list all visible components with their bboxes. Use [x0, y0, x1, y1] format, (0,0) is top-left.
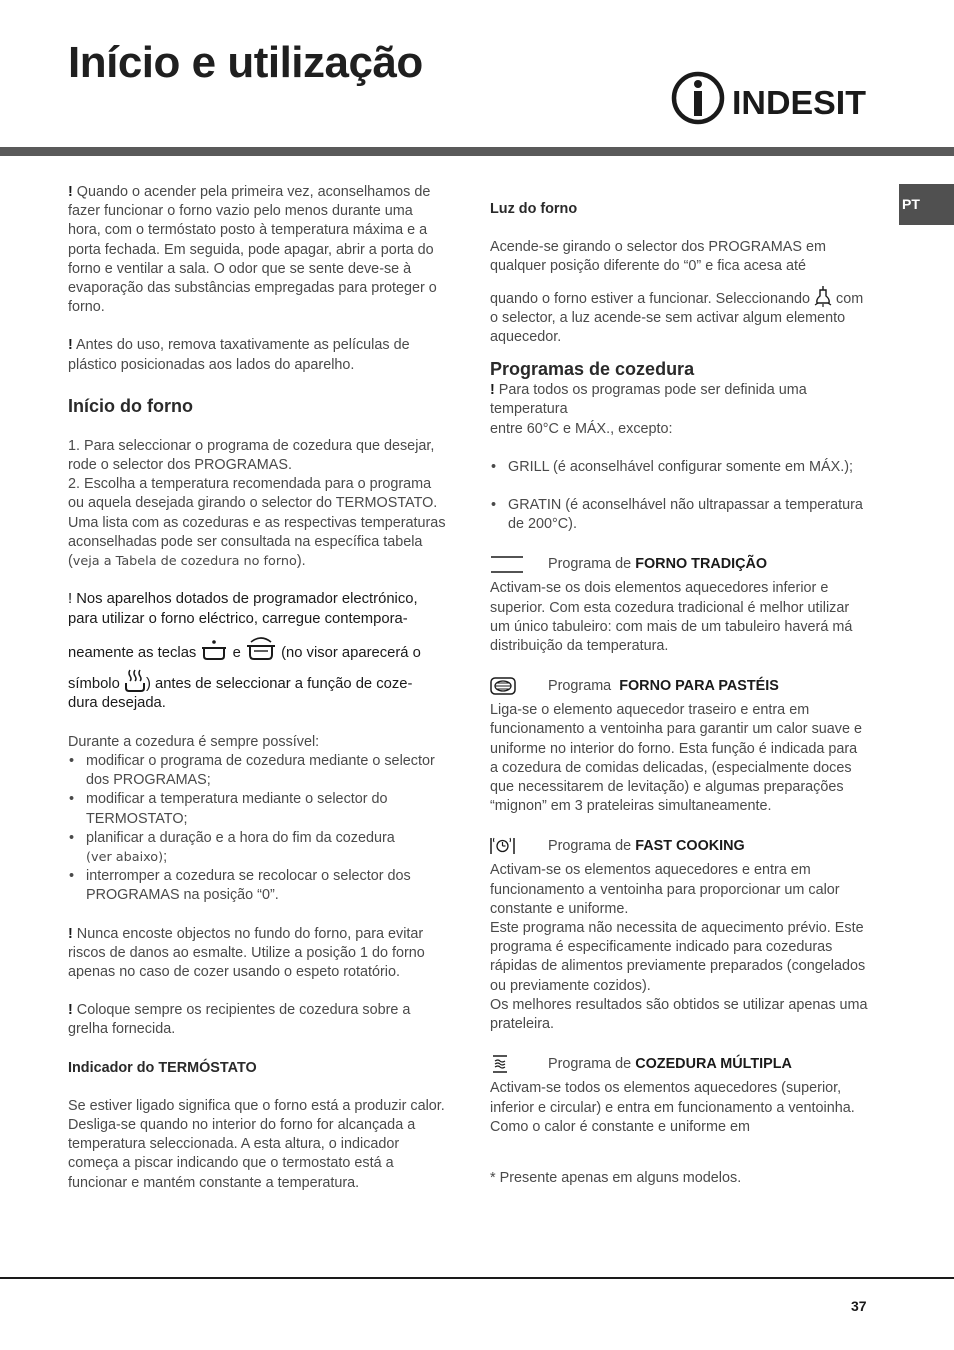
enamel-warning: ! Nunca encoste objectos no fundo do forno, para evitar riscos de danos ao esmalte. Utilize a posição 1 do forno apenas no caso de cozer usando o espeto rotatório. — [68, 925, 425, 980]
list-item: • GRILL (é aconselhável configurar somente em MÁX.); — [490, 458, 868, 477]
oven-light-text-1: Acende-se girando o selector dos PROGRAMAS em qualquer posição diferente do “0” e fica acesa até — [490, 239, 826, 275]
list-item: • modificar o programa de cozedura mediante o selector dos PROGRAMAS; — [68, 752, 448, 790]
page-number: 37 — [851, 1298, 867, 1314]
oven-pot-lid-key-icon — [245, 635, 277, 661]
during-cooking-list — [68, 752, 448, 906]
header-divider — [0, 147, 954, 156]
list-item: • planificar a duração e a hora do fim da cozedura (ver abaixo); — [68, 829, 448, 867]
first-use-note: ! Quando o acender pela primeira vez, aconselhamos de fazer funcionar o forno vazio pelo menos durante uma hora, com o termóstato posto à temperatura máxima e a porta fechada. Em seguida, pode apagar, abrir a porta do forno e ventilar a sala. O odor que se sente deve-se à evaporação das substâncias empregadas para proteger o forno. — [68, 184, 437, 316]
indesit-logo — [670, 70, 870, 126]
during-cooking-intro: Durante a cozedura é sempre possível: — [68, 733, 320, 750]
start-step-2: 2. Escolha a temperatura recomendada para o programa ou aquela desejada girando o selector do TERMOSTATO. — [68, 476, 438, 512]
programs-intro-2: entre 60°C e MÁX., excepto: — [490, 420, 673, 437]
brand-text: INDESIT — [732, 84, 866, 121]
cooking-symbol-icon — [124, 668, 146, 692]
footer-divider — [0, 1277, 954, 1279]
plastic-film-note: ! Antes do uso, remova taxativamente as películas de plástico posicionadas aos lados do aparelho. — [68, 337, 410, 373]
fast-cooking-program-header: Programa de FAST COOKING — [490, 835, 868, 857]
pastry-oven-icon — [490, 675, 524, 697]
multi-cooking-text: Activam-se todos os elementos aquecedores (superior, inferior e circular) e entra em funcionamento a ventoinha. Como o calor é constante e uniforme em — [490, 1080, 855, 1135]
lamp-icon — [814, 285, 832, 307]
pastry-oven-text: Liga-se o elemento aquecedor traseiro e entra em funcionamento a ventoinha para garantir um calor suave e uniforme no interior do forno. Esta função é indicada para a cozedura de comidas delicadas, (especialmente doces que necessitarem de levitação) e algumas preparações “mignon” em 3 prateleiras simultaneamente. — [490, 702, 862, 815]
footnote: * Presente apenas em alguns modelos. — [490, 1169, 742, 1186]
electronic-programmer-note: ! Nos aparelhos dotados de programador electrónico, para utilizar o forno eléctrico, carregue contempora- neamente as teclas e (no visor aparecerá o símbolo ) antes de seleccionar a função de coze- dura desejada. — [68, 591, 421, 712]
multi-cooking-icon — [490, 1053, 524, 1075]
list-item: • interromper a cozedura se recolocar o selector dos PROGRAMAS na posição “0”. — [68, 867, 448, 905]
start-step-1: 1. Para seleccionar o programa de cozedura que desejar, rode o selector dos PROGRAMAS. — [68, 437, 435, 474]
right-column — [490, 200, 868, 1188]
left-column — [68, 183, 448, 1193]
oven-start-heading: Início do forno — [68, 395, 193, 416]
thermostat-indicator-text: Se estiver ligado significa que o forno está a produzir calor. Desliga-se quando no interior do forno for alcançada a temperatura seleccionada. A esta altura, o indicador começa a piscar indicando que o termostato está a funcionar e mantém constante a temperatura. — [68, 1097, 445, 1191]
list-item: • modificar a temperatura mediante o selector do TERMOSTATO; — [68, 790, 448, 828]
table-reference: Uma lista com as cozeduras e as respectivas temperaturas aconselhadas pode ser consultada na específica tabela (veja a Tabela de cozedura no forno). — [68, 514, 446, 570]
oven-light-text-2: quando o forno estiver a funcionar. Seleccionando com o selector, a luz acende-se sem activar algum elemento aquecedor. — [490, 285, 868, 348]
list-item: • GRATIN (é aconselhável não ultrapassar a temperatura de 200°C). — [490, 496, 868, 534]
oven-pot-key-icon — [200, 639, 228, 661]
programs-intro: ! Para todos os programas pode ser definida uma temperatura — [490, 382, 807, 418]
fast-cooking-text-3: Os melhores resultados são obtidos se utilizar apenas uma prateleira. — [490, 996, 868, 1033]
pastry-oven-program-header: Programa FORNO PARA PASTÉIS — [490, 675, 868, 697]
oven-light-heading: Luz do forno — [490, 201, 578, 217]
fast-cooking-text-1: Activam-se os elementos aquecedores e entra em funcionamento a ventoinha para proporcionar um calor constante e uniforme. — [490, 862, 840, 917]
thermostat-indicator-heading: Indicador do TERMÓSTATO — [68, 1059, 257, 1076]
page-title: Início e utilização — [68, 38, 423, 87]
fast-cooking-icon — [490, 835, 524, 857]
traditional-oven-text: Activam-se os dois elementos aquecedores inferior e superior. Com esta cozedura tradicional é melhor utilizar um único tabuleiro: com mais de um tabuleiro haverá má distribuição da temperatura. — [490, 580, 853, 655]
cooking-programs-heading: Programas de cozedura — [490, 359, 695, 380]
grill-rack-note: ! Coloque sempre os recipientes de cozedura sobre a grelha fornecida. — [68, 1002, 411, 1038]
fast-cooking-text-2: Este programa não necessita de aquecimento prévio. Este programa é especificamente indicado para cozeduras rápidas de alimentos previamente preparados (congelados ou previamente cozidos). — [490, 920, 866, 994]
multi-cooking-program-header: Programa de COZEDURA MÚLTIPLA — [490, 1053, 868, 1075]
program-exceptions-list — [490, 458, 868, 477]
language-tab: PT — [899, 184, 954, 225]
traditional-oven-icon — [490, 553, 524, 575]
traditional-oven-program-header: Programa de FORNO TRADIÇÃO — [490, 553, 868, 575]
